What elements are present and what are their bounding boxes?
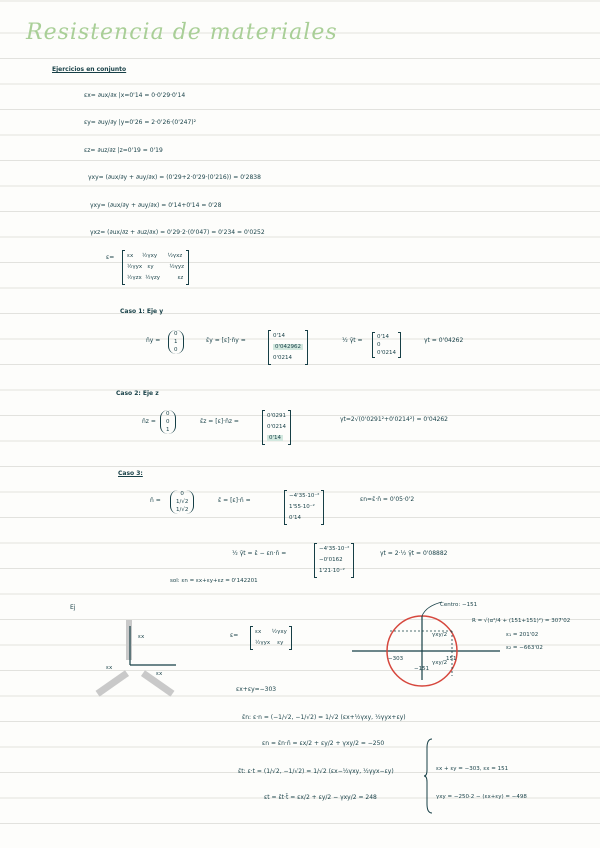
mohr-center-pointer <box>422 602 442 616</box>
hg-cell: 0'0214 <box>377 350 397 356</box>
res-cell: −4'35·10⁻² <box>289 493 320 499</box>
case1-half-gamma <box>372 332 401 358</box>
m-cell: ½γyz <box>169 264 185 270</box>
strain-matrix-label: ε= <box>106 254 115 261</box>
strain-gauge-figure <box>92 618 192 698</box>
shear-eq-xy: γxy= (∂ux/∂y + ∂uy/∂x) = (0'29+2·0'29·(0'216)) = 0'2838 <box>88 174 261 181</box>
final-eq-2: εn = ε̄n·n̄ = εx/2 + εy/2 + γxy/2 = −250 <box>262 740 385 747</box>
vec-cell: 0 <box>166 411 170 417</box>
final-eq-4: εt = ε̄t·t̄ = εx/2 + εy/2 − γxy/2 = 248 <box>264 794 377 801</box>
strain-matrix <box>122 250 189 285</box>
ej-label: Ej <box>70 604 76 611</box>
section-header: Ejercicios en conjunto <box>52 66 127 73</box>
m-cell: ½γxy <box>141 253 158 259</box>
case3-result <box>284 490 324 525</box>
sum-line: εx+εy=−303 <box>236 686 277 693</box>
mohr-mid-value: −151 <box>414 666 430 672</box>
plane-matrix-label: ε= <box>230 632 239 639</box>
system-eq-1: εx + εy = −303, εx = 151 <box>436 766 509 772</box>
case2-vector-label: n̄z = <box>142 418 156 425</box>
strain-eq-z: εz= ∂uz/∂z |z=0'19 = 0'19 <box>84 147 163 154</box>
case1-half-gamma-label: ½ γ̄t = <box>342 337 363 344</box>
vec-cell: 1/√2 <box>176 507 189 513</box>
system-eq-2: γxy = −250·2 − (εx+εy) = −498 <box>436 794 527 800</box>
m-cell: ½γxz <box>167 253 183 259</box>
case3-eq-label: ε̄ = [ε]·n̄ = <box>218 497 251 504</box>
vec-cell: 1 <box>174 339 178 345</box>
case3-half-gamma-label: ½ γ̄t = ε̄ − εn·n̄ = <box>232 550 287 557</box>
mohr-e2: ε₂ = −663'02 <box>506 645 543 651</box>
axis-label-x: εx <box>156 671 163 677</box>
case3-header: Caso 3: <box>118 470 143 477</box>
axis-label-diag: εx <box>106 665 113 671</box>
case3-gamma-result: γt = 2·½ γ̄t = 0'08882 <box>380 550 448 557</box>
vec-cell: 0 <box>180 491 184 497</box>
mohr-half-gamma-bottom: γxy/2 <box>432 660 448 666</box>
case2-header: Caso 2: Eje z <box>116 390 159 397</box>
case1-vector-label: n̄y = <box>146 337 161 344</box>
vec-cell: 1/√2 <box>176 499 189 505</box>
hg-cell: −4'35·10⁻² <box>319 546 350 552</box>
res-cell: 0'14 <box>273 333 286 339</box>
mohr-half-gamma-top: γxy/2 <box>432 632 448 638</box>
pm-cell: εx <box>255 629 262 635</box>
vec-cell: 0 <box>166 419 170 425</box>
res-cell: 1'55·10⁻² <box>289 504 315 510</box>
vec-cell: 1 <box>166 427 170 433</box>
gauge-diag-left <box>96 670 130 696</box>
vec-cell: 0 <box>174 347 178 353</box>
strain-eq-y: εy= ∂uy/∂y |y=0'26 = 2·0'26·(0'247)² <box>84 119 197 126</box>
m-cell: εx <box>127 253 134 259</box>
hg-cell: 0'14 <box>377 334 390 340</box>
mohr-left-value: −303 <box>388 656 404 662</box>
res-cell: 0'14 <box>289 515 302 521</box>
case2-eq-label: ε̄z = [ε]·n̄z = <box>200 418 239 425</box>
mohr-e1: ε₁ = 201'02 <box>506 632 539 638</box>
m-cell: ½γyx <box>127 264 143 270</box>
res-cell-highlight: 0'14 <box>269 435 282 441</box>
case3-half-gamma <box>314 543 354 578</box>
hg-cell: 0 <box>377 342 381 348</box>
res-cell: 0'0214 <box>267 424 287 430</box>
strain-eq-x: εx= ∂ux/∂x |x=0'14 = 0·0'29·0'14 <box>84 92 186 99</box>
m-cell: εz <box>177 275 184 281</box>
hg-cell: 1'21·10⁻² <box>319 568 345 574</box>
mohr-radius: R = √(α²/4 + (151+151)²) = 307'02 <box>472 618 571 624</box>
axis-label-y: εx <box>138 634 145 640</box>
mohr-center-label: Centro: −151 <box>440 602 478 608</box>
case3-note: sol: εn = εx+εy+εz = 0'142201 <box>170 578 258 584</box>
hg-cell: −0'0162 <box>319 557 343 563</box>
case1-vector <box>168 330 184 354</box>
m-cell: ½γzx <box>127 275 142 281</box>
shear-eq-yz: γxy= (∂ux/∂y + ∂uy/∂x) = 0'14+0'14 = 0'28 <box>90 202 222 209</box>
case3-vector <box>170 490 194 514</box>
case1-gamma-result: γt = 0'04262 <box>424 337 464 344</box>
case2-gamma-result: γt=2√(0'0291²+0'0214²) = 0'04262 <box>340 416 448 423</box>
plane-matrix <box>250 626 292 650</box>
case3-normal-result: εn=ε̄·n̄ = 0'05·0'2 <box>360 496 415 503</box>
case1-eq-label: ε̄y = [ε]·n̄y = <box>206 337 246 344</box>
system-brace <box>424 738 434 814</box>
case1-result <box>268 330 308 365</box>
case3-vector-label: n̄ = <box>150 497 161 504</box>
case2-vector <box>160 410 176 434</box>
final-eq-1: ε̄n: ε·n = (−1/√2, −1/√2) = 1/√2 (εx+½γxy, ½γyx+εy) <box>242 714 406 721</box>
m-cell: εy <box>147 264 154 270</box>
res-cell: 0'0291 <box>267 413 287 419</box>
pm-cell: ½γyx <box>255 640 271 646</box>
gauge-vertical <box>126 620 132 660</box>
pm-cell: ½γxy <box>271 629 287 635</box>
shear-eq-xz: γxz= (∂ux/∂z + ∂uz/∂x) = 0'29·2·(0'047) = 0'234 = 0'0252 <box>90 229 265 236</box>
res-cell-highlight: 0'042962 <box>275 344 302 350</box>
case2-result <box>262 410 291 445</box>
page-title: Resistencia de materiales <box>26 20 338 45</box>
res-cell: 0'0214 <box>273 355 293 361</box>
case1-header: Caso 1: Eje y <box>120 308 164 315</box>
m-cell: ½γzy <box>145 275 160 281</box>
mohr-right-value: 151 <box>446 656 457 662</box>
pm-cell: εy <box>277 640 284 646</box>
vec-cell: 0 <box>174 331 178 337</box>
final-eq-3: ε̄t: ε·t = (1/√2, −1/√2) = 1/√2 (εx−½γxy, ½γyx−εy) <box>238 768 394 775</box>
